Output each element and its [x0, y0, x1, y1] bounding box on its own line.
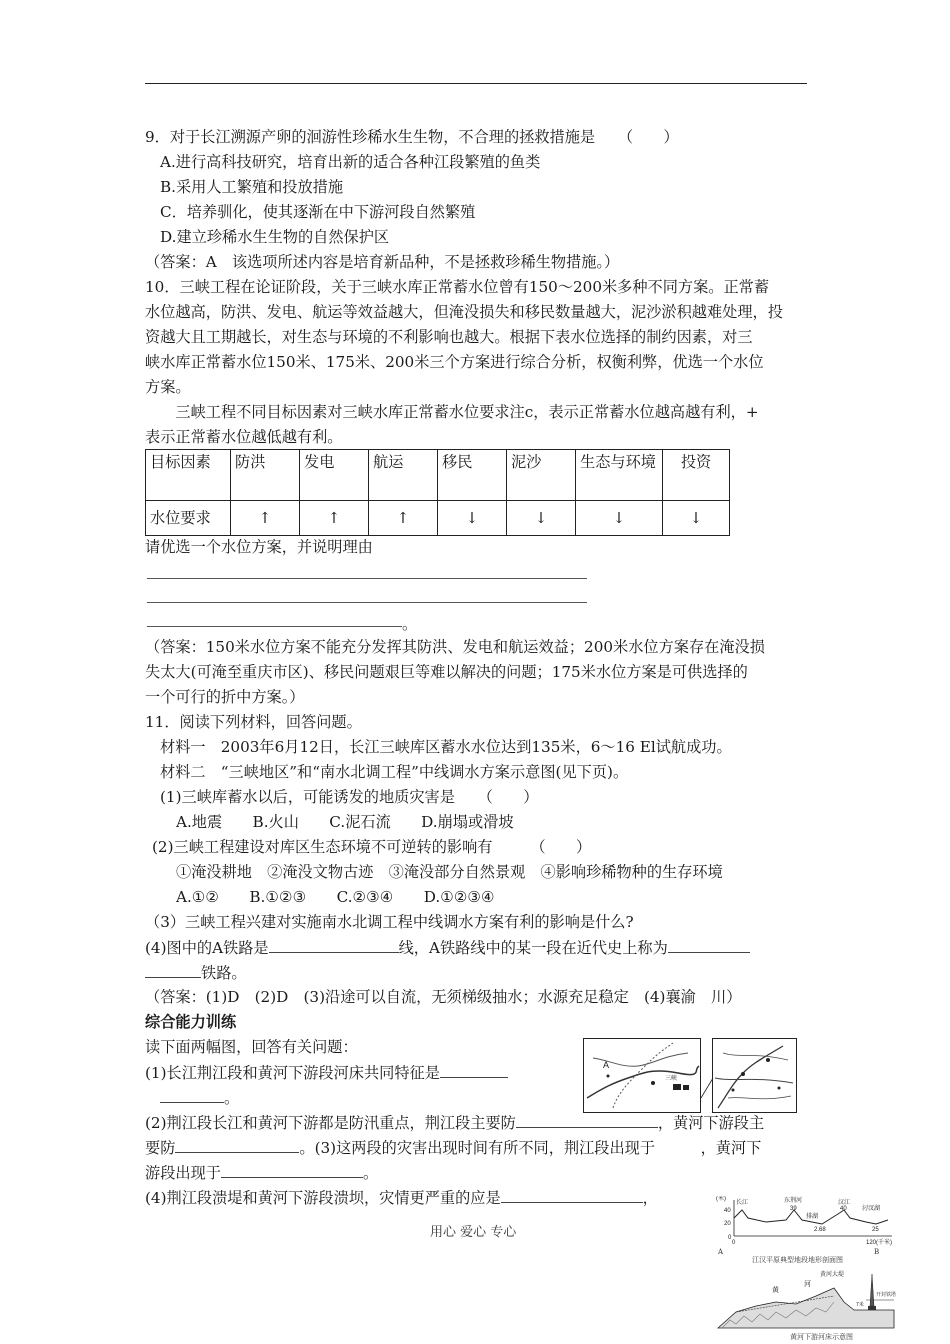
q11-sub-2: (2)三峡工程建设对库区生态环境不可逆转的影响有 （ ）: [152, 838, 592, 856]
city-dot: [778, 1087, 781, 1090]
q11-answer: （答案：(1)D (2)D (3)沿途可以自流，无须梯级抽水；水源充足稳定 (4)襄渝 川）: [145, 988, 742, 1006]
page-footer: 用心 爱心 专心: [430, 1225, 517, 1240]
map-label-sanxia: 三峡: [665, 1076, 678, 1082]
railway-name-blank[interactable]: [269, 936, 399, 953]
city-dot: [732, 1089, 735, 1092]
comprehensive-q2: [145, 1111, 764, 1134]
profile-label-changjiang: 长江: [736, 1200, 749, 1206]
comprehensive-q2-text: 要防: [145, 1139, 176, 1157]
riverbed-svg: [716, 1266, 896, 1330]
profile-label-dongjinghe: 东荆河: [784, 1198, 803, 1204]
comprehensive-q4-text: (4)荆江段溃堤和黄河下游段溃坝，灾情更严重的应是: [145, 1189, 501, 1207]
three-gorges-map-figure: [583, 1038, 801, 1114]
q10-period: 。: [402, 615, 418, 633]
answer-blank-line[interactable]: [147, 602, 587, 603]
q10-note-line: 表示正常蓄水位越低越有利。: [145, 428, 343, 446]
q10-prompt: 请优选一个水位方案，并说明理由: [145, 538, 373, 556]
table-header-cell: 生态与环境: [576, 450, 663, 501]
y-tick-label: 0: [728, 1235, 732, 1241]
q10-answer-line: 失太大(可淹至重庆市区)、移民问题艰巨等难以解决的问题；175米水位方案是可供选择的: [145, 663, 748, 681]
riverbed-feature-blank-cont[interactable]: [160, 1086, 224, 1103]
section-heading: 综合能力训练: [145, 1013, 237, 1031]
table-cell-arrow: ↑: [231, 501, 300, 536]
comprehensive-q4-comma: ，: [642, 1189, 658, 1207]
riverbed-cross-section: [718, 1288, 894, 1328]
q10-text-line: 水位越高，防洪、发电、航运等效益越大，但淹没损失和移民数量越大，泥沙淤积越难处理，投: [145, 303, 783, 321]
q9-stem: 9．对于长江溯源产卵的洄游性珍稀水生生物，不合理的拯救措施是 （ ）: [145, 128, 679, 146]
dam-marker: [683, 1085, 689, 1090]
map-label-a: A: [603, 1060, 610, 1070]
q10-text-line: 资越大且工期越长，对生态与环境的不利影响也越大。根据下表水位选择的制约因素，对三: [145, 328, 753, 346]
railway-history-blank-cont[interactable]: [145, 961, 201, 978]
q11-sub-3: （3）三峡工程兴建对实施南水北调工程中线调水方案有利的影响是什么?: [145, 913, 634, 931]
q10-text-line: 方案。: [145, 378, 191, 396]
city-label: 开封铁塔: [876, 1292, 896, 1298]
comprehensive-q2-text: ，黄河下游段主: [657, 1114, 765, 1132]
q10-note-line: 三峡工程不同目标因素对三峡水库正常蓄水位要求注c，表示正常蓄水位越高越有利，+: [145, 403, 759, 421]
yellow-river-figure: [716, 1266, 896, 1330]
river-label: 河: [804, 1281, 811, 1288]
city-dot: [766, 1058, 770, 1062]
profile-value: 25: [872, 1227, 879, 1233]
table-cell-arrow: ↓: [576, 501, 663, 536]
q11-sub-4: [145, 936, 750, 959]
dike-label: 黄河大堤: [820, 1272, 845, 1278]
q10-text-line: 10．三峡工程在论证阶段，关于三峡水库正常蓄水位曾有150～200米多种不同方案。正常蓄: [145, 278, 770, 296]
inset-connector: [701, 1078, 713, 1098]
q9-option-a: A.进行高科技研究，培育出新的适合各种江段繁殖的鱼类: [160, 153, 541, 171]
table-header-cell: 发电: [300, 450, 369, 501]
unit-km-label: (千米): [876, 1240, 892, 1246]
q10-answer-line: 一个可行的折中方案。）: [145, 688, 305, 706]
comprehensive-q3-period: 。: [362, 1164, 379, 1182]
table-header-cell: 航运: [369, 450, 438, 501]
q11-sub-4-part: (4)图中的A铁路是: [145, 939, 269, 957]
q11-sub-1-options: A.地震 B.火山 C.泥石流 D.崩塌或滑坡: [176, 813, 514, 831]
table-header-cell: 投资: [663, 450, 730, 501]
q9-option-d: D.建立珍稀水生生物的自然保护区: [160, 228, 390, 246]
yellow-river-time-blank[interactable]: [221, 1161, 363, 1178]
x-tick-label: 120: [866, 1240, 877, 1246]
q11-material-1: 材料一 2003年6月12日，长江三峡库区蓄水水位达到135米，6～16 El试航成功。: [160, 738, 732, 756]
dam-marker: [673, 1084, 681, 1090]
city-dot: [741, 1072, 745, 1076]
city-dot: [651, 1081, 655, 1085]
table-header-row: [146, 450, 730, 501]
jianghan-profile-figure: [716, 1196, 896, 1248]
q9-option-b: B.采用人工繁殖和投放措施: [160, 178, 344, 196]
header-rule: [145, 83, 807, 84]
comprehensive-q3-text: 游段出现于: [145, 1164, 221, 1182]
profile-value: 40: [840, 1206, 847, 1212]
table-cell-arrow: ↑: [300, 501, 369, 536]
profile-label-paihu: 排湖: [806, 1214, 819, 1220]
riverbed-caption: 黄河下游河床示意图: [790, 1333, 853, 1341]
water-level-factor-table: [145, 449, 730, 536]
q10-text-line: 峡水库正常蓄水位150米、175米、200米三个方案进行综合分析，权衡利弊，优选一个水位: [145, 353, 764, 371]
comprehensive-q4: [145, 1186, 658, 1209]
q11-sub-1: (1)三峡库蓄水以后，可能诱发的地质灾害是 （ ）: [160, 788, 539, 806]
disaster-severity-blank[interactable]: [501, 1186, 643, 1203]
profile-point-a: A: [718, 1248, 724, 1256]
comprehensive-intro: 读下面两幅图，回答有关问题：: [145, 1038, 358, 1056]
table-header-cell: 防洪: [231, 450, 300, 501]
comprehensive-q2-text: (2)荆江段长江和黄河下游都是防汛重点，荆江段主要防: [145, 1114, 516, 1132]
q10-answer-line: （答案：150米水位方案不能充分发挥其防洪、发电和航运效益；200米水位方案存在淹没损: [145, 638, 765, 656]
comprehensive-q1: [145, 1061, 508, 1084]
x-tick-label: 0: [732, 1240, 736, 1246]
iron-pagoda-icon: [870, 1274, 874, 1306]
pagoda-base: [868, 1306, 876, 1310]
unit-m-label: (米): [716, 1196, 726, 1202]
comprehensive-q3-cont: [145, 1161, 378, 1184]
table-header-cell: 目标因素: [146, 450, 231, 501]
profile-value: 39: [790, 1206, 797, 1212]
y-tick-label: 20: [724, 1221, 731, 1227]
railway-history-blank[interactable]: [668, 936, 750, 953]
q11-sub-2-items: ①淹没耕地 ②淹没文物古迹 ③淹没部分自然景观 ④影响珍稀物种的生存环境: [176, 863, 723, 881]
q9-answer: （答案：A 该选项所述内容是培育新品种，不是拯救珍稀生物措施。）: [145, 253, 620, 271]
comprehensive-q2-cont: [145, 1136, 761, 1159]
profile-svg: [716, 1196, 896, 1248]
comprehensive-q1-period: 。: [224, 1089, 240, 1107]
q11-sub-2-options: A.①② B.①②③ C.②③④ D.①②③④: [176, 888, 495, 906]
table-header-cell: 泥沙: [507, 450, 576, 501]
q11-sub-4-part: 铁路。: [201, 964, 247, 982]
city-dot: [607, 1075, 610, 1078]
comprehensive-q3-text: 。(3)这两段的灾害出现时间有所不同，荆江段出现于 ，黄河下: [299, 1139, 762, 1157]
answer-blank-line[interactable]: [147, 578, 587, 579]
profile-label-diaochahu: 汈汊湖: [862, 1206, 881, 1212]
answer-blank-line[interactable]: [147, 626, 402, 627]
table-row-label: 水位要求: [146, 501, 231, 536]
table-row: [146, 501, 730, 536]
comprehensive-q1-cont: [160, 1086, 239, 1109]
table-cell-arrow: ↓: [663, 501, 730, 536]
profile-caption: 江汉平原典型地段地形剖面图: [752, 1256, 843, 1264]
table-header-cell: 移民: [438, 450, 507, 501]
map-svg: [583, 1038, 801, 1114]
table-cell-arrow: ↑: [369, 501, 438, 536]
profile-value: 2.68: [814, 1227, 826, 1233]
q11-stem: 11．阅读下列材料，回答问题。: [145, 713, 362, 731]
riverbed-feature-blank[interactable]: [440, 1061, 508, 1078]
profile-label-hanjiang: 汉江: [838, 1200, 851, 1206]
q11-material-2: 材料二 “三峡地区”和“南水北调工程”中线调水方案示意图(见下页)。: [160, 763, 629, 781]
table-cell-arrow: ↓: [507, 501, 576, 536]
q11-sub-4-part: 线，A铁路线中的某一段在近代史上称为: [398, 939, 668, 957]
profile-point-b: B: [874, 1248, 880, 1256]
table-cell-arrow: ↓: [438, 501, 507, 536]
y-tick-label: 40: [724, 1208, 731, 1214]
yellow-river-hazard-blank[interactable]: [175, 1136, 299, 1153]
comprehensive-q1-text: (1)长江荆江段和黄河下游段河床共同特征是: [145, 1064, 440, 1082]
height-label: 7米: [856, 1302, 864, 1308]
q11-sub-4-cont: [145, 961, 247, 984]
q9-option-c: C．培养驯化，使其逐渐在中下游河段自然繁殖: [160, 203, 476, 221]
river-label: 黄: [772, 1287, 779, 1294]
